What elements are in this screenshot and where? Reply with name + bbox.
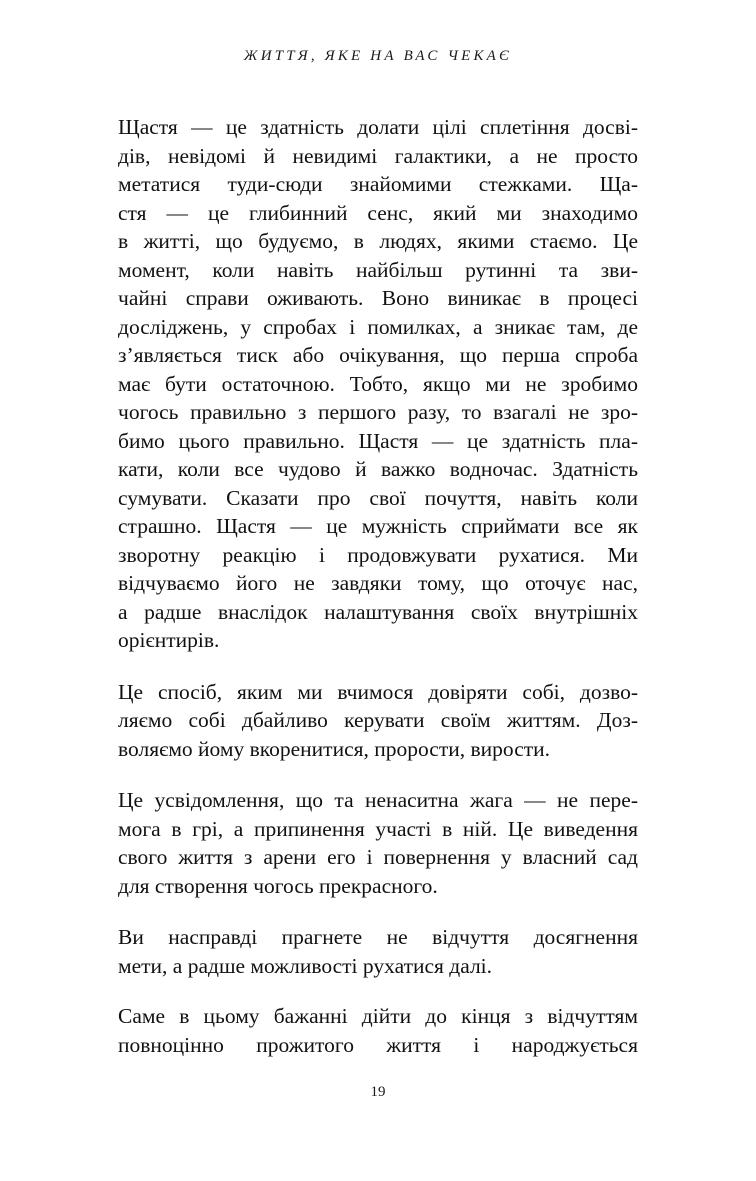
paragraph <box>118 113 638 655</box>
body-text <box>118 113 638 1083</box>
text-line: сумувати. Сказати про свої почуття, навіть коли <box>118 485 638 510</box>
text-line: Щастя — це здатність долати цілі сплетіння досві- <box>118 115 638 139</box>
text-line: мога в грі, а припинення участі в ній. Це виведення <box>118 816 638 841</box>
text-line: кати, коли все чудово й важко водночас. Здатність <box>118 457 638 481</box>
text-line: страшно. Щастя — це мужність сприймати все як <box>118 514 638 538</box>
text-line: свого життя з арени его і повернення у власний сад <box>118 845 638 869</box>
text-line: Ви насправді прагнете не відчуття досягнення <box>118 925 638 949</box>
paragraph <box>118 786 638 900</box>
text-line: дів, невідомі й невидимі галактики, а не просто <box>118 143 638 168</box>
text-line: відчуваємо його не завдяки тому, що оточує нас, <box>118 571 638 595</box>
text-line: Саме в цьому бажанні дійти до кінця з відчуттям <box>118 1004 638 1028</box>
page-number: 19 <box>370 1084 386 1100</box>
text-line: в житті, що будуємо, в людях, якими стаємо. Це <box>118 229 638 253</box>
text-line: момент, коли навіть найбільш рутинні та зви- <box>118 257 638 282</box>
text-line: має бути остаточною. Тобто, якщо ми не зробимо <box>118 371 638 396</box>
text-line: для створення чогось прекрасного. <box>118 873 438 898</box>
text-line: ляємо собі дбайливо керувати своїм життям. Доз- <box>118 708 638 732</box>
paragraph <box>118 678 638 764</box>
text-line: воляємо йому вкоренитися, прорости, вирости. <box>118 736 551 761</box>
running-head: ЖИТТЯ, ЯКЕ НА ВАС ЧЕКАЄ <box>243 48 513 64</box>
text-line: Це усвідомлення, що та ненаситна жага — не пере- <box>118 788 638 812</box>
text-line: повноцінно прожитого життя і народжується <box>118 1032 638 1057</box>
text-line: зворотну реакцію і продовжувати рухатися. Ми <box>118 542 638 567</box>
text-line: стя — це глибинний сенс, який ми знаходимо <box>118 200 638 225</box>
text-line: мети, а радше можливості рухатися далі. <box>118 953 493 978</box>
text-line: чогось правильно з першого разу, то взагалі не зро- <box>118 400 638 424</box>
text-line: з’являється тиск або очікування, що перша спроба <box>118 343 638 367</box>
text-line: орієнтирів. <box>118 628 220 652</box>
text-line: Це спосіб, яким ми вчимося довіряти собі, дозво- <box>118 679 638 704</box>
text-line: досліджень, у спробах і помилках, а зникає там, де <box>118 314 638 339</box>
text-line: чайні справи оживають. Воно виникає в процесі <box>118 286 638 310</box>
text-line: метатися туди-сюди знайомими стежками. Ща- <box>118 172 638 196</box>
paragraph <box>118 1002 638 1059</box>
text-line: а радше внаслідок налаштування своїх внутрішніх <box>118 599 638 624</box>
paragraph <box>118 923 638 980</box>
text-line: бимо цього правильно. Щастя — це здатність пла- <box>118 428 638 453</box>
